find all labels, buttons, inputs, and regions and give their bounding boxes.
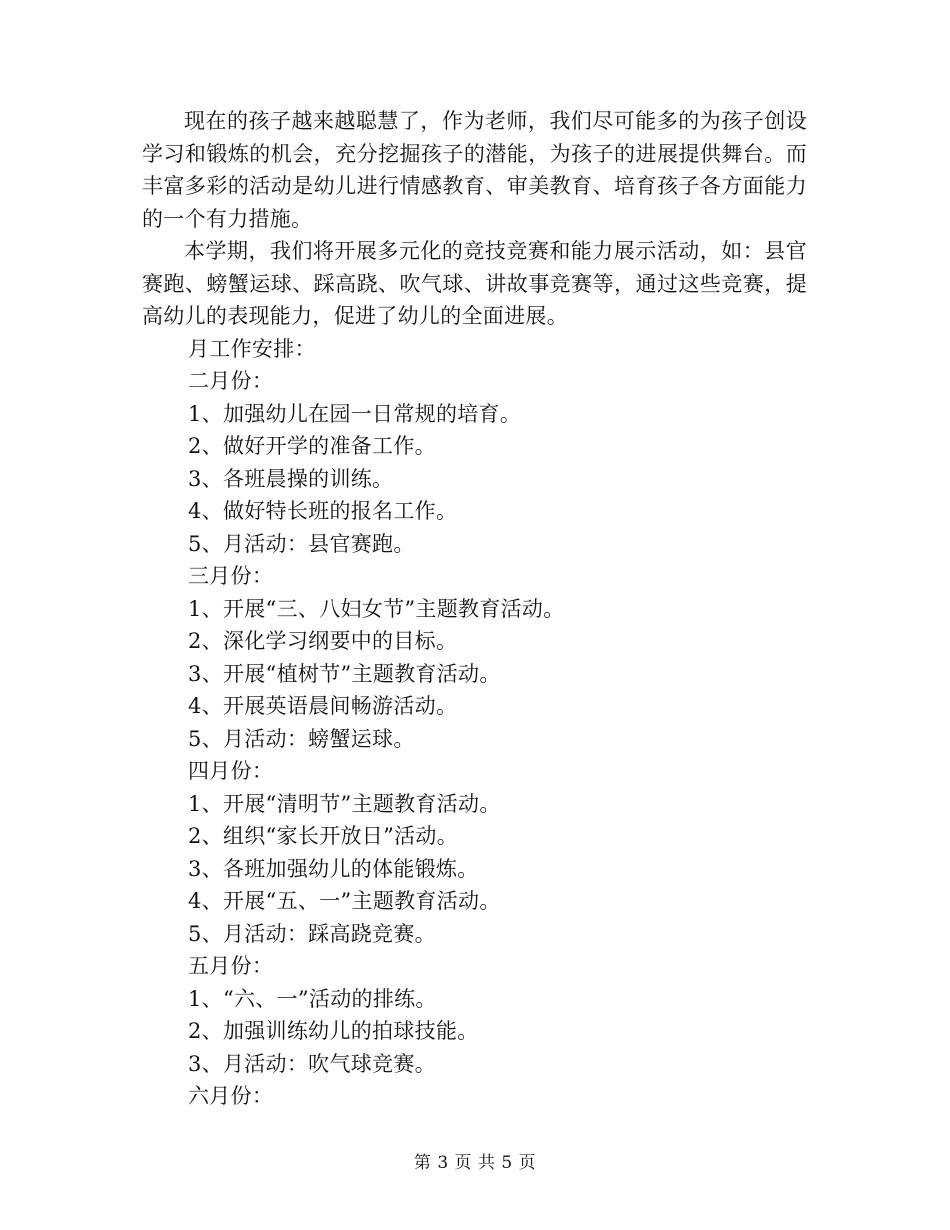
month-heading-may: 五月份： xyxy=(188,954,274,978)
page-number-footer: 第 3 页 共 5 页 xyxy=(413,1153,537,1173)
month-heading-march: 三月份： xyxy=(188,564,274,588)
section-heading-monthly-schedule: 月工作安排： xyxy=(188,336,316,361)
list-item: 3、月活动：吹气球竞赛。 xyxy=(188,1051,436,1076)
list-item: 3、各班晨操的训练。 xyxy=(188,466,394,491)
list-item: 2、组织“家长开放日”活动。 xyxy=(188,824,459,848)
list-item: 1、加强幼儿在园一日常规的培育。 xyxy=(188,401,522,426)
list-item: 4、做好特长班的报名工作。 xyxy=(188,499,458,523)
list-item: 5、月活动：县官赛跑。 xyxy=(188,531,415,556)
list-item: 4、开展“五、一”主题教育活动。 xyxy=(188,889,501,913)
list-item: 1、开展“三、八妇女节”主题教育活动。 xyxy=(188,596,565,621)
list-item: 2、深化学习纲要中的目标。 xyxy=(188,629,458,653)
list-item: 1、开展“清明节”主题教育活动。 xyxy=(188,791,501,816)
list-item: 4、开展英语晨间畅游活动。 xyxy=(188,694,458,718)
month-heading-june: 六月份： xyxy=(188,1084,274,1108)
list-item: 3、各班加强幼儿的体能锻炼。 xyxy=(188,856,479,881)
list-item: 2、做好开学的准备工作。 xyxy=(188,434,436,458)
list-item: 5、月活动：踩高跷竞赛。 xyxy=(188,921,436,946)
paragraph-semester-plan: 本学期，我们将开展多元化的竞技竞赛和能力展示活动，如：县官赛跑、螃蟹运球、踩高跷、吹气球、讲故事竞赛等，通过这些竞赛，提高幼儿的表现能力，促进了幼儿的全面进展。 xyxy=(142,239,807,328)
list-item: 5、月活动：螃蟹运球。 xyxy=(188,726,415,751)
list-item: 3、开展“植树节”主题教育活动。 xyxy=(188,661,501,686)
list-item: 2、加强训练幼儿的拍球技能。 xyxy=(188,1019,479,1043)
paragraph-intro: 现在的孩子越来越聪慧了，作为老师，我们尽可能多的为孩子创设学习和锻炼的机会，充分挖掘孩子的潜能，为孩子的进展提供舞台。而丰富多彩的活动是幼儿进行情感教育、审美教育、培育孩子各方面能力的一个有力措施。 xyxy=(142,109,807,231)
month-heading-february: 二月份： xyxy=(188,369,274,393)
list-item: 1、“六、一”活动的排练。 xyxy=(188,986,437,1011)
month-heading-april: 四月份： xyxy=(188,759,274,783)
document-body xyxy=(142,105,807,1113)
